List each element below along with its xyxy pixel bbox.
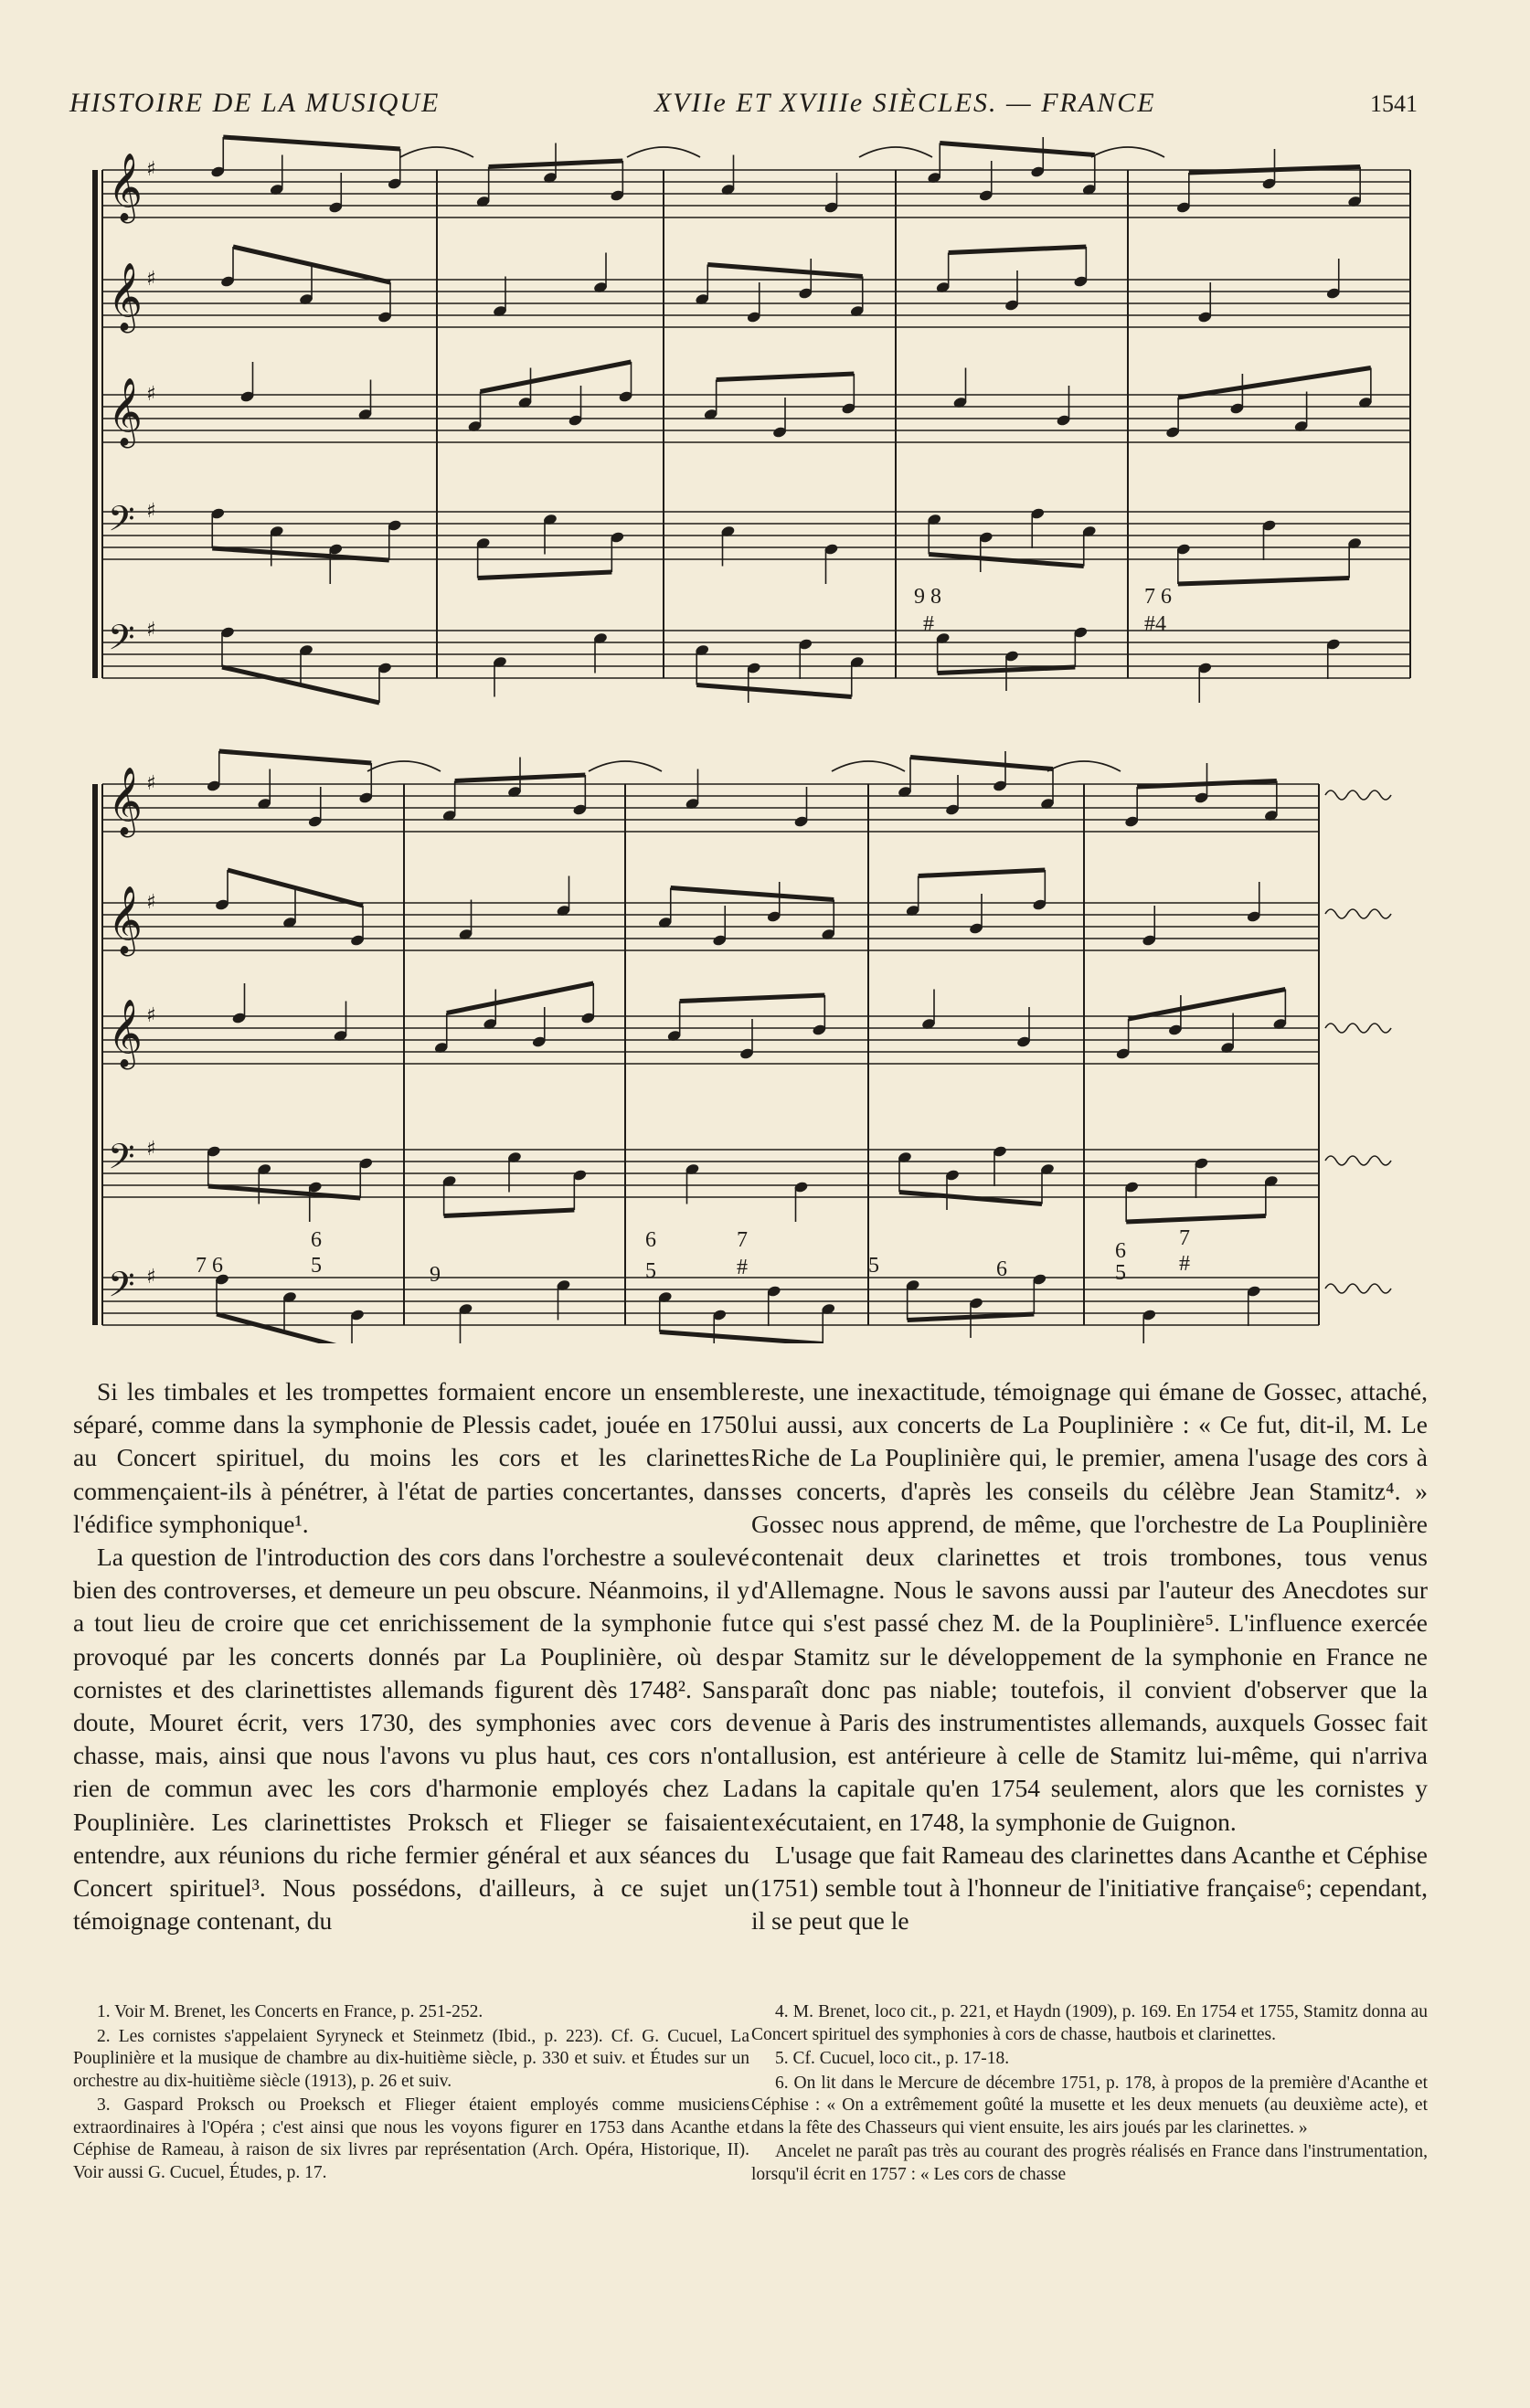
treble-clef-icon: 𝄞 xyxy=(108,154,143,221)
sharp-icon: ♯ xyxy=(146,383,156,406)
note-beam xyxy=(919,870,1046,876)
treble-clef-icon: 𝄞 xyxy=(108,378,143,446)
sharp-icon: ♯ xyxy=(146,500,156,523)
sharp-icon: ♯ xyxy=(146,268,156,291)
figured-bass-label: 6 xyxy=(645,1228,656,1252)
page-number: 1541 xyxy=(1370,90,1418,117)
figured-bass-label: # xyxy=(737,1256,748,1279)
figured-bass-label: # xyxy=(923,612,934,636)
note-beam xyxy=(1178,368,1371,398)
note-beam xyxy=(1129,990,1286,1020)
note-beam xyxy=(208,1186,361,1198)
figured-bass-label: 5 xyxy=(645,1259,656,1283)
tie-arc xyxy=(1047,761,1121,771)
bass-clef-icon: 𝄢 xyxy=(108,1264,135,1313)
tie-arc xyxy=(1091,147,1164,157)
paragraph: reste, une inexactitude, témoignage qui émane de Gossec, attaché, lui aussi, aux concerts de La Pouplinière : « Ce fut, dit-il, M. Le Riche de La Pouplinière qui, le premier, amena l'usage des cors à ses concerts, d'après les conseils du célèbre Jean Stamitz⁴. » Gossec nous apprend, de même, que l'orchestre de La Pouplinière contenait deux clarinettes et trois trombones, tous venus d'Allemagne. Nous le savons aussi par l'auteur des Anecdotes sur ce qui s'est passé chez M. de la Pouplinière⁵. L'influence exercée par Stamitz sur le développement de la symphonie en France ne paraît donc pas niable; toutefois, il convient d'observer que la venue à Paris des instrumentistes allemands, auxquels Gossec fait allusion, est antérieure à celle de Stamitz lui-même, qui n'arriva dans la capitale qu'en 1754 seulement, alors que les cornistes y exécutaient, en 1748, la symphonie de Guignon. xyxy=(751,1377,1428,1836)
note-beam xyxy=(949,247,1087,253)
note-beam xyxy=(1178,578,1349,585)
note-beam xyxy=(478,572,612,578)
note-beam xyxy=(707,265,863,277)
note-beam xyxy=(910,758,1053,769)
treble-clef-icon: 𝄞 xyxy=(108,1000,143,1067)
note-beam xyxy=(660,1332,823,1344)
figured-bass-label: 6 xyxy=(1115,1239,1126,1263)
figured-bass-label: 7 xyxy=(737,1228,748,1252)
figured-bass-label: 9 8 xyxy=(914,585,941,609)
note-beam xyxy=(447,983,594,1013)
tie-arc xyxy=(589,761,662,771)
sharp-icon: ♯ xyxy=(146,619,156,642)
sharp-icon: ♯ xyxy=(146,772,156,795)
bass-clef-icon: 𝄢 xyxy=(108,1136,135,1185)
note-beam xyxy=(444,1210,575,1216)
body-column-right xyxy=(751,1375,1428,1937)
treble-clef-icon: 𝄞 xyxy=(108,768,143,835)
sharp-icon: ♯ xyxy=(146,158,156,181)
tie-arc xyxy=(859,147,932,157)
figured-bass-label: # xyxy=(1179,1252,1190,1276)
footnote: 4. M. Brenet, loco cit., p. 221, et Haydn (1909), p. 169. En 1754 et 1755, Stamitz donna au Concert spirituel des symphonies à cors de chasse, hautbois et clarinettes. xyxy=(751,2002,1428,2044)
running-head-title: HISTOIRE DE LA MUSIQUE xyxy=(69,88,441,118)
sharp-icon: ♯ xyxy=(146,1266,156,1289)
footnote: 3. Gaspard Proksch ou Proeksch et Flieger étaient employés comme musiciens extraordinaires à l'Opéra ; c'est ainsi que nous les voyons figurer en 1753 dans Acanthe et Céphise de Rameau, à raison de six livres par représentation (Arch. Opéra, Historique, II). Voir aussi G. Cucuel, Études, p. 17. xyxy=(73,2095,749,2182)
note-beam xyxy=(489,161,623,167)
footnote: 5. Cf. Cucuel, loco cit., p. 17-18. xyxy=(775,2049,1010,2068)
tie-arc xyxy=(400,147,473,157)
footnote: Ancelet ne paraît pas très au courant des progrès réalisés en France dans l'instrumentation, lorsqu'il écrit en 1757 : « Les cors de chasse xyxy=(751,2142,1428,2184)
figured-bass-label: 5 xyxy=(1115,1261,1126,1285)
figured-bass-label: 6 xyxy=(311,1228,322,1252)
note-beam xyxy=(717,374,855,380)
figured-bass-label: 5 xyxy=(311,1254,322,1278)
treble-clef-icon: 𝄞 xyxy=(108,263,143,331)
note-beam xyxy=(212,548,389,560)
bass-clef-icon: 𝄢 xyxy=(108,498,135,547)
paragraph: La question de l'introduction des cors dans l'orchestre a soulevé bien des controverses, et demeure un peu obscure. Néanmoins, il y a tout lieu de croire que cet enrichissement de la symphonie fut provoqué par les concerts donnés par La Pouplinière, où des cornistes et des clarinettistes allemands figurent dès 1748². Sans doute, Mouret écrit, vers 1730, des symphonies avec cors de chasse, mais, ainsi que nous l'avons vu plus haut, ces cors n'ont rien de commun avec les cors d'harmonie employés chez La Pouplinière. Les clarinettistes Proksch et Flieger se faisaient entendre, aux réunions du riche fermier général et aux séances du Concert spirituel³. Nous possédons, d'ailleurs, à ce sujet un témoignage contenant, du xyxy=(73,1543,749,1936)
continuation-mark-icon xyxy=(1325,1156,1391,1165)
figured-bass-label: 7 6 xyxy=(196,1254,223,1278)
note-beam xyxy=(908,1314,1035,1321)
note-beam xyxy=(481,362,632,392)
sharp-icon: ♯ xyxy=(146,1138,156,1161)
note-beam xyxy=(680,995,825,1002)
note-beam xyxy=(696,685,852,697)
tie-arc xyxy=(367,761,441,771)
continuation-mark-icon xyxy=(1325,1284,1391,1293)
figured-bass-label: 9 xyxy=(430,1263,441,1287)
sharp-icon: ♯ xyxy=(146,1004,156,1027)
note-beam xyxy=(929,555,1084,567)
bass-clef-icon: 𝄢 xyxy=(108,617,135,666)
figured-bass-label: 6 xyxy=(996,1257,1007,1281)
note-beam xyxy=(1137,781,1277,788)
footnotes-right xyxy=(751,2001,1428,2188)
figured-bass-label: #4 xyxy=(1144,612,1166,636)
note-beam xyxy=(899,1193,1042,1204)
figured-bass-label: 7 xyxy=(1179,1226,1190,1250)
footnote: 1. Voir M. Brenet, les Concerts en France, p. 251-252. xyxy=(97,2002,483,2021)
figured-bass-label: 5 xyxy=(868,1254,879,1278)
footnote: 6. On lit dans le Mercure de décembre 1751, p. 178, à propos de la première d'Acanthe et Céphise : « On a extrêmement goûté la musette et les deux menuets (au deuxième acte), et dans la fête des Chasseurs qui vient ensuite, les airs joués par les clarinettes. » xyxy=(751,2073,1428,2137)
running-head-section: XVIIe ET XVIIIe SIÈCLES. — FRANCE xyxy=(653,88,1156,118)
note-beam xyxy=(455,775,586,781)
sharp-icon: ♯ xyxy=(146,891,156,914)
footnote: 2. Les cornistes s'appelaient Syryneck et Steinmetz (Ibid., p. 223). Cf. G. Cucuel, La Pouplinière et la musique de chambre au dix-huitième siècle, p. 330 et suiv. et Études sur un orchestre au dix-huitième siècle (1913), p. 26 et suiv. xyxy=(73,2026,749,2091)
figured-bass-label: 7 6 xyxy=(1144,585,1172,609)
continuation-mark-icon xyxy=(1325,909,1391,918)
tie-arc xyxy=(627,147,700,157)
body-column-left xyxy=(73,1375,749,1937)
note-beam xyxy=(940,143,1095,155)
paragraph: L'usage que fait Rameau des clarinettes dans Acanthe et Céphise (1751) semble tout à l'honneur de l'initiative française⁶; cependant, il se peut que le xyxy=(751,1840,1428,1936)
note-beam xyxy=(1126,1216,1266,1223)
continuation-mark-icon xyxy=(1325,1024,1391,1033)
continuation-mark-icon xyxy=(1325,790,1391,800)
paragraph: Si les timbales et les trompettes formaient encore un ensemble séparé, comme dans la symphonie de Plessis cadet, jouée en 1750 au Concert spirituel, du moins les cors et les clarinettes commençaient-ils à pénétrer, à l'état de parties concertantes, dans l'édifice symphonique¹. xyxy=(73,1377,749,1538)
footnotes-left xyxy=(73,2001,749,2186)
note-beam xyxy=(223,137,400,149)
note-beam xyxy=(938,667,1076,674)
note-beam xyxy=(671,888,834,900)
treble-clef-icon: 𝄞 xyxy=(108,886,143,954)
note-beam xyxy=(1189,167,1360,174)
tie-arc xyxy=(832,761,905,771)
note-beam xyxy=(219,751,372,763)
